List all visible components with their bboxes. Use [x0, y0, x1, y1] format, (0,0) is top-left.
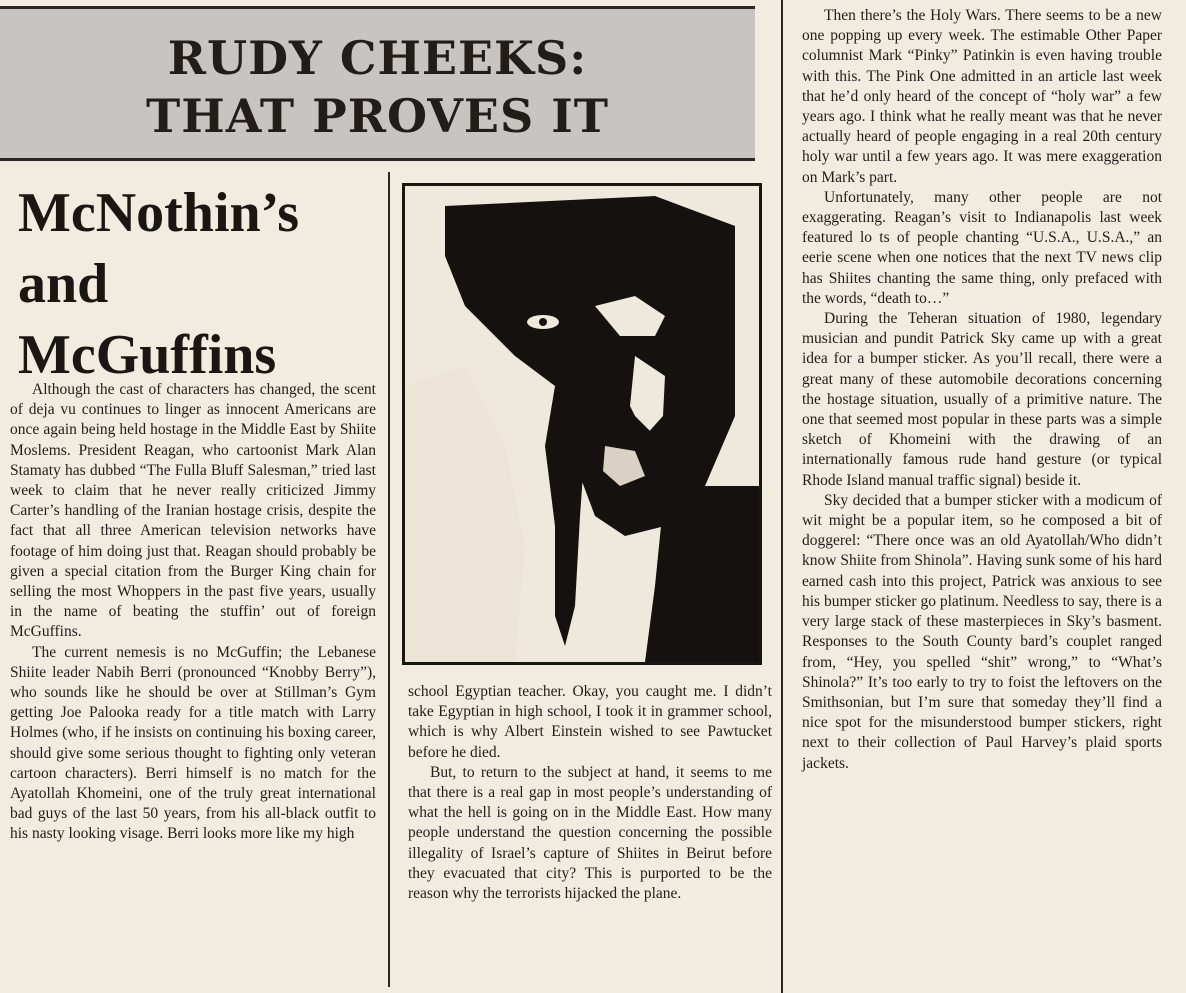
- headline-line-3: McGuffins: [18, 324, 277, 386]
- article-column-2: [408, 682, 772, 904]
- article-column-1: [10, 380, 376, 845]
- column-rule-right: [781, 0, 783, 993]
- paragraph: But, to return to the subject at hand, it seems to me that there is a real gap in most people’s understanding of what the hell is going on in the Middle East. How many people understand the question concerning the possible illegality of Israel’s capture of Shiites in Beirut before they evacuated that city? This is purported to be the reason why the terrorists hijacked the plane.: [408, 763, 772, 903]
- portrait-with-cigarette-icon: [405, 186, 759, 662]
- banner-title-line-1: RUDY CHEEKS:: [167, 31, 588, 85]
- column-rule-left: [388, 172, 390, 987]
- portrait-photo: [402, 183, 762, 665]
- paragraph: Unfortunately, many other people are not exaggerating. Reagan’s visit to Indianapolis last week featured lo ts of people chanting “U.S.A., U.S.A.,” an eerie scene when one notices that the next TV news clip has Shiites chanting the same thing, only prefaced with the words, “death to…”: [802, 188, 1162, 307]
- paragraph: The current nemesis is no McGuffin; the Lebanese Shiite leader Nabih Berri (pronounced “Knobby Berry”), who sounds like he should be over at Stillman’s Gym getting Joe Palooka ready for a title match with Larry Holmes (who, if he insists on continuing his boxing career, should give some serious thought to fighting only veteran cartoon characters). Berri himself is no match for the Ayatollah Khomeini, one of the truly great international bad guys of the last 50 years, from his all-black outfit to his nasty looking visage. Berri looks more like my high: [10, 643, 376, 843]
- banner-title-line-2: THAT PROVES IT: [146, 89, 609, 143]
- paragraph: school Egyptian teacher. Okay, you caught me. I didn’t take Egyptian in high school, I took it in grammer school, which is why Albert Einstein wished to see Pawtucket before he died.: [408, 683, 772, 761]
- paragraph: Then there’s the Holy Wars. There seems to be a new one popping up every week. The estimable Other Paper columnist Mark “Pinky” Patinkin is even having trouble with this. The Pink One admitted in an article last week that he’d only heard of the concept of “holy war” a few years ago. I think what he really meant was that he never actually heard of people engaging in a real 20th century holy war until a few years ago. It was mere exaggeration on Mark’s part.: [802, 7, 1162, 186]
- paragraph: Although the cast of characters has changed, the scent of deja vu continues to linger as innocent Americans are once again being held hostage in the Middle East by Shiite Moslems. President Reagan, who cartoonist Mark Alan Stamaty has dubbed “The Fulla Bluff Salesman,” tried last week to claim that he never really criticized Jimmy Carter’s handling of the Iranian hostage crisis, despite the fact that all three American television networks have footage of him doing just that. Reagan should probably be given a special citation from the Burger King chain for selling the most Whoppers in the past five years, usually in the name of beating the stuffin’ out of foreign McGuffins.: [10, 381, 376, 641]
- headline-line-2: and: [18, 253, 109, 315]
- article-headline: [18, 178, 378, 391]
- column-banner: [0, 6, 755, 161]
- paragraph: During the Teheran situation of 1980, legendary musician and pundit Patrick Sky came up with a great idea for a bumper sticker. As you’ll recall, there were a great many of these automobile decorations concerning the hostage situation, usually of a primitive nature. The one that seemed most popular in these parts was a simple sketch of Khomeini with the drawing of an internationally famous rude hand gesture (or typical Rhode Island manual traffic signal) beside it.: [802, 310, 1162, 489]
- headline-line-1: McNothin’s: [18, 182, 300, 244]
- paragraph: Sky decided that a bumper sticker with a modicum of wit might be a popular item, so he composed a bit of doggerel: “There once was an old Ayatollah/Who didn’t know Shiite from Shinola”. Having sunk some of his hard earned cash into this project, Patrick was anxious to see his bumper sticker go platinum. Needless to say, there is a very large stack of these masterpieces in Sky’s basment. Responses to the South County bard’s couplet ranged from, “Hey, you spelled “shit” wrong,” to “What’s Shinola?” It’s too early to try to foist the leftovers on the Smithsonian, but I’m sure that someday they’ll find a nice spot for the misunderstood bumper stickers, right next to their collection of Paul Harvey’s plaid sports jackets.: [802, 491, 1162, 772]
- article-column-3: [802, 6, 1162, 774]
